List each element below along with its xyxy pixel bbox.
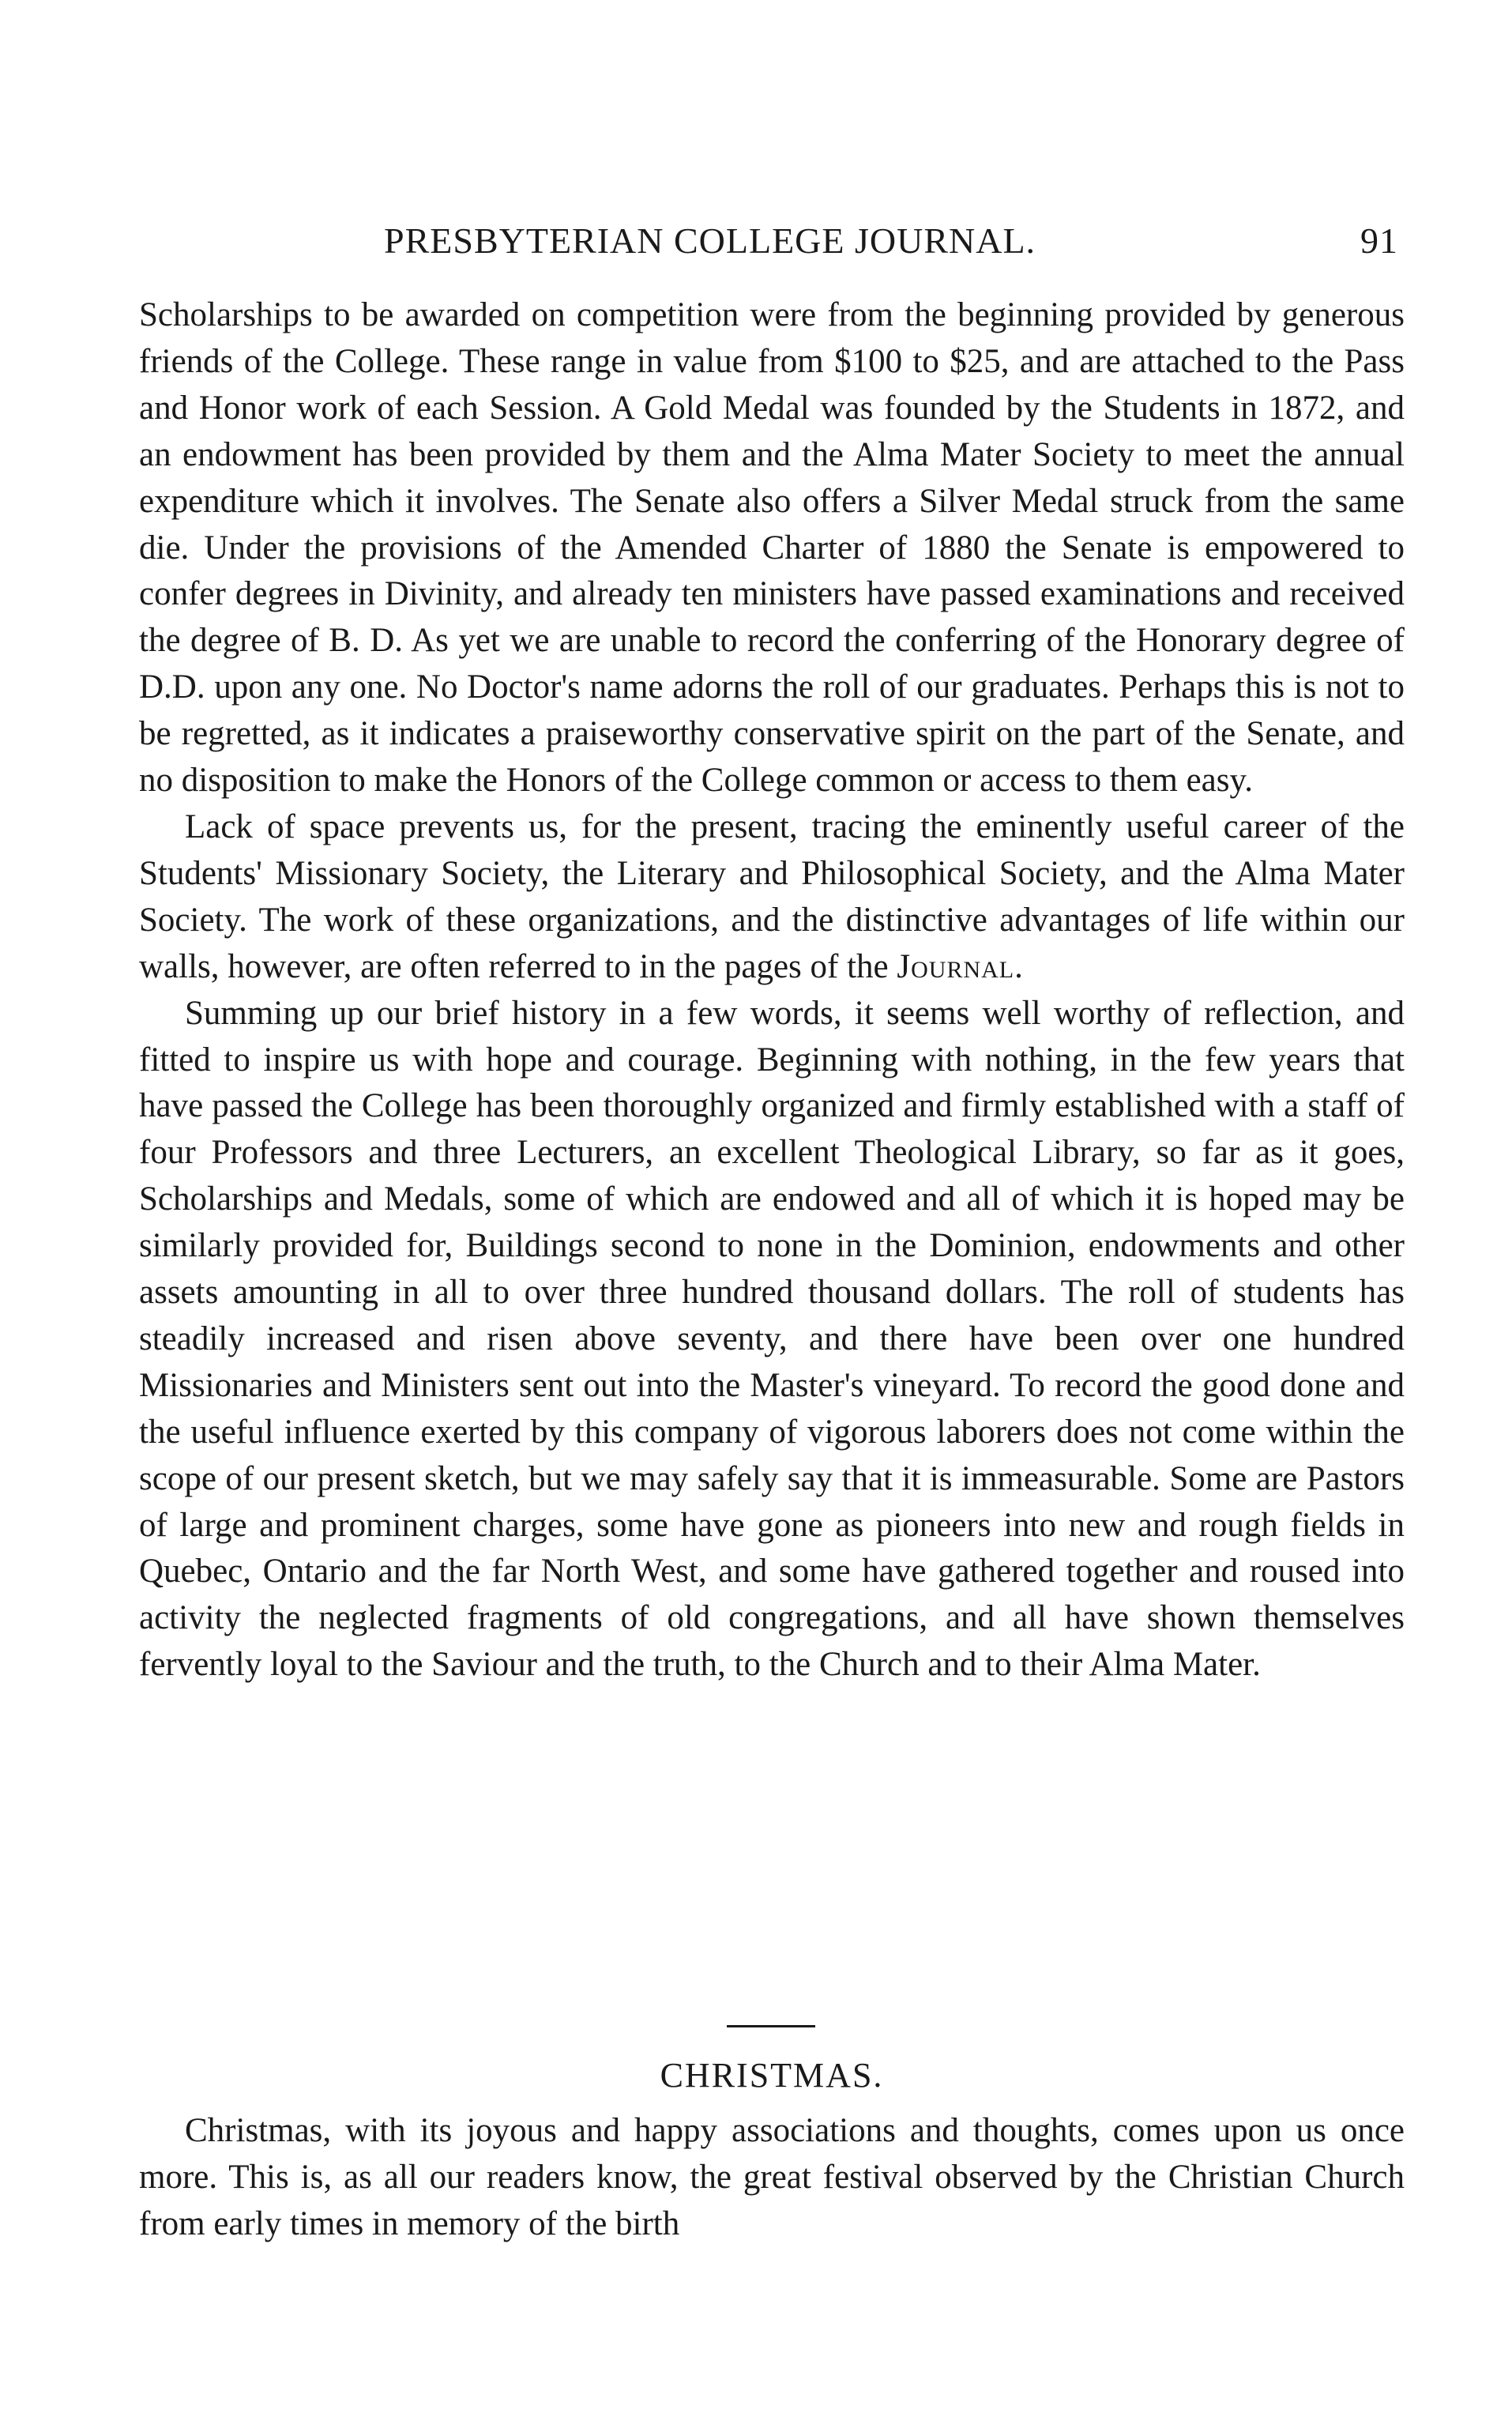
- christmas-body: [139, 2108, 1405, 2248]
- christmas-heading: CHRISTMAS.: [660, 2056, 884, 2095]
- page-number: 91: [1360, 220, 1398, 261]
- paragraph-societies-text: Lack of space prevents us, for the present, tracing the eminently useful career of the Students' Missionary Society, the Literary and Philosophical Society, and the Alma Mater Society. The work of these organizations, and the distinctive advantages of life within our walls, however, are often referred to in the pages of the: [139, 808, 1405, 985]
- paragraph-christmas: Christmas, with its joyous and happy associations and thoughts, comes upon us once more. This is, as all our readers know, the great festival observed by the Christian Church from early times in memory of the birth: [139, 2112, 1405, 2242]
- article-body: [139, 292, 1405, 1688]
- paragraph-summary: Summing up our brief history in a few words, it seems well worthy of reflection, and fitted to inspire us with hope and courage. Beginning with nothing, in the few years that have passed the College has been thoroughly organized and firmly established with a staff of four Professors and three Lecturers, an excellent Theological Library, so far as it goes, Scholarships and Medals, some of which are endowed and all of which it is hoped may be similarly provided for, Buildings second to none in the Dominion, endowments and other assets amounting in all to over three hundred thousand dollars. The roll of students has steadily increased and risen above seventy, and there have been over one hundred Missionaries and Ministers sent out into the Master's vineyard. To record the good done and the useful influence exerted by this company of vigorous laborers does not come within the scope of our present sketch, but we may safely say that it is immeasurable. Some are Pastors of large and prominent charges, some have gone as pioneers into new and rough fields in Quebec, Ontario and the far North West, and some have gathered together and roused into activity the neglected fragments of old congregations, and all have shown themselves fervently loyal to the Saviour and the truth, to the Church and to their Alma Mater.: [139, 994, 1405, 1684]
- paragraph-scholarships: Scholarships to be awarded on competition were from the beginning provided by generous friends of the College. These range in value from $100 to $25, and are attached to the Pass and Honor work of each Session. A Gold Medal was founded by the Students in 1872, and an endowment has been provided by them and the Alma Mater Society to meet the annual expenditure which it involves. The Senate also offers a Silver Medal struck from the same die. Under the provisions of the Amended Charter of 1880 the Senate is empowered to confer degrees in Divinity, and already ten ministers have passed examinations and received the degree of B. D. As yet we are unable to record the conferring of the Honorary degree of D.D. upon any one. No Doctor's name adorns the roll of our graduates. Perhaps this is not to be regretted, as it indicates a praiseworthy conservative spirit on the part of the Senate, and no disposition to make the Honors of the College common or access to them easy.: [139, 296, 1405, 800]
- paragraph-societies-end: .: [1014, 947, 1023, 985]
- journal-name: Journal: [897, 947, 1015, 985]
- journal-title: PRESBYTERIAN COLLEGE JOURNAL.: [384, 220, 1036, 261]
- running-head: [182, 220, 1398, 267]
- section-separator: [727, 2025, 815, 2027]
- paragraph-societies: [139, 804, 1405, 991]
